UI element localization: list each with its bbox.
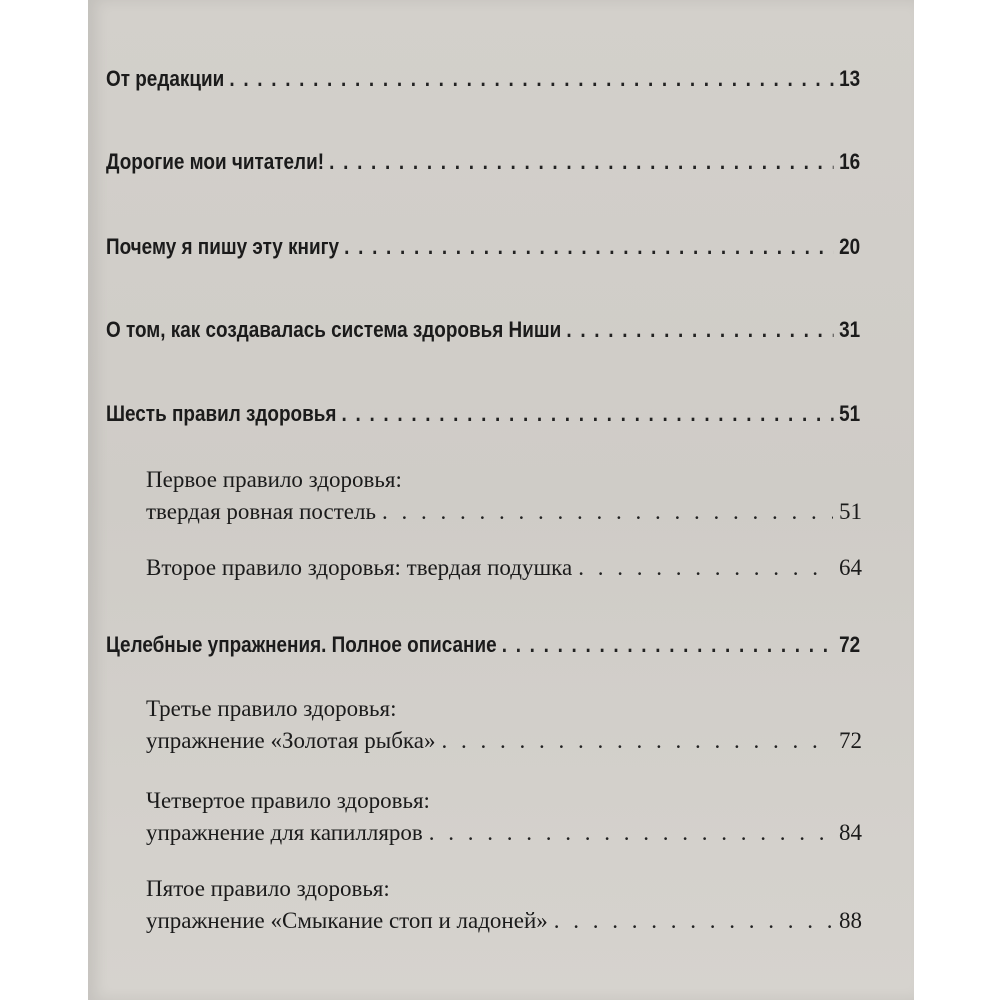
toc-entry-rule-3 [146, 696, 862, 754]
leader-dots [502, 632, 834, 658]
leader-dots [429, 820, 833, 846]
toc-entry-title: Пятое правило здоровья: [146, 876, 390, 901]
toc-entry-page: 64 [839, 555, 862, 580]
toc-entry-page: 13 [839, 66, 861, 91]
toc-entry-title: Дорогие мои читатели! [106, 149, 325, 174]
toc-entry-title: Четвертое правило здоровья: [146, 788, 430, 813]
leader-dots [554, 908, 833, 934]
toc-entry-page: 51 [839, 401, 861, 426]
toc-entry-rule-1 [146, 467, 862, 525]
toc-entry-page: 16 [839, 149, 861, 174]
toc-entry-title: Второе правило здоровья: твердая подушка [146, 555, 573, 580]
leader-dots [578, 555, 833, 581]
toc-entry-page: 72 [839, 632, 861, 657]
toc-entry-rule-4 [146, 788, 862, 846]
toc-entry-subtitle: упражнение для капилляров [146, 820, 423, 845]
toc-entry-title: От редакции [106, 66, 225, 91]
toc-entry-system-history [106, 317, 862, 343]
toc-entry-why-book [106, 234, 862, 260]
toc-entry-title: Целебные упражнения. Полное описание [106, 632, 497, 657]
toc-entry-title: Первое правило здоровья: [146, 467, 402, 492]
toc-entry-page: 88 [839, 908, 862, 933]
toc-entry-rule-2 [146, 555, 862, 581]
toc-entry-subtitle: упражнение «Смыкание стоп и ладоней» [146, 908, 548, 933]
leader-dots [441, 728, 833, 754]
toc-entry-page: 51 [839, 499, 862, 524]
leader-dots [329, 149, 834, 175]
toc-entry-editorial [106, 66, 862, 92]
toc-entry-page: 31 [839, 317, 861, 342]
toc-entry-subtitle: упражнение «Золотая рыбка» [146, 728, 436, 753]
toc-entry-title: О том, как создавалась система здоровья Ниши [106, 317, 562, 342]
leader-dots [344, 234, 834, 260]
toc-entry-exercises [106, 632, 862, 658]
toc-entry-page: 20 [839, 234, 861, 259]
toc-entry-title: Третье правило здоровья: [146, 696, 397, 721]
toc-entry-subtitle: твердая ровная постель [146, 499, 376, 524]
toc-entry-page: 84 [839, 820, 862, 845]
leader-dots [566, 317, 834, 343]
toc-entry-six-rules [106, 401, 862, 427]
toc-entry-title: Почему я пишу эту книгу [106, 234, 340, 259]
toc-entry-page: 72 [839, 728, 862, 753]
leader-dots [229, 66, 834, 92]
leader-dots [382, 499, 833, 525]
leader-dots [342, 401, 834, 427]
toc-entry-dear-readers [106, 149, 862, 175]
toc-entry-rule-5 [146, 876, 862, 934]
toc-entry-title: Шесть правил здоровья [106, 401, 337, 426]
